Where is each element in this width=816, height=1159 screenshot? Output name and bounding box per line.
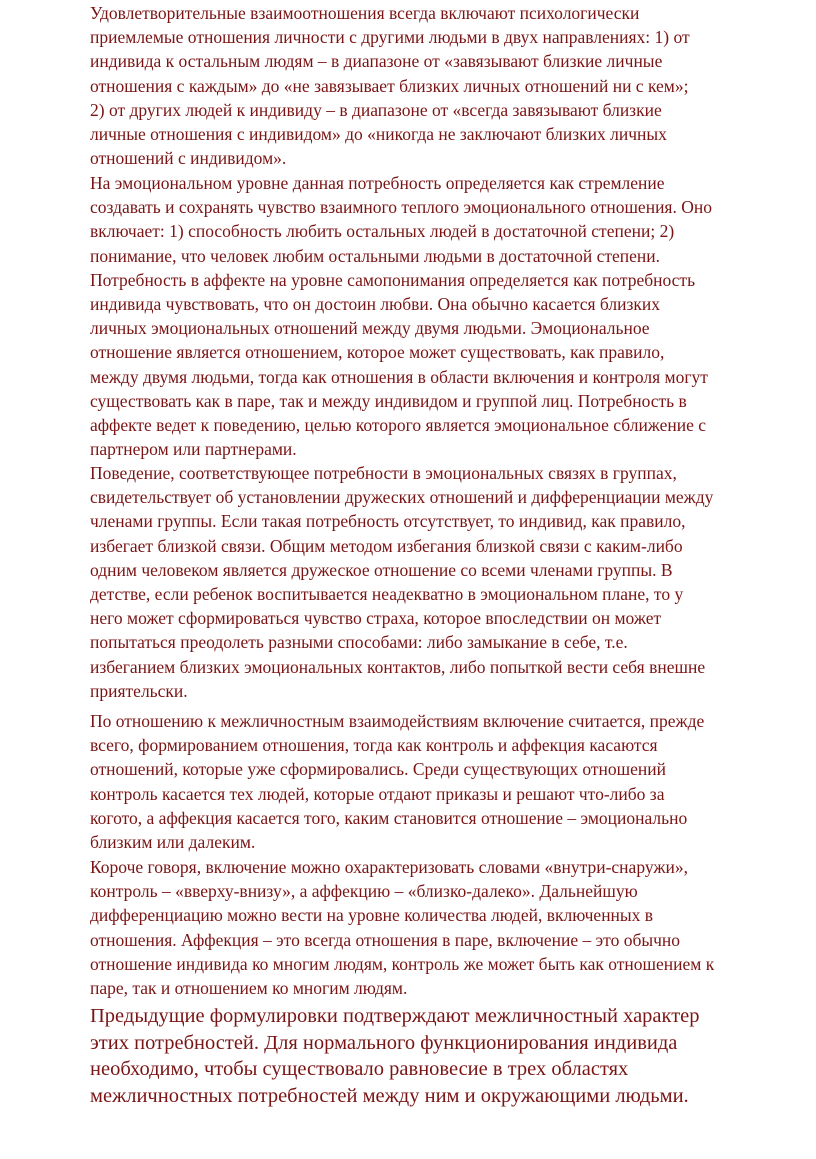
text-line: включает: 1) способность любить остальных людей в достаточной степени; 2) (90, 221, 675, 242)
text-line: отношения с каждым» до «не завязывает близких личных отношений ни с кем»; (90, 75, 689, 96)
text-line: 2) от других людей к индивиду – в диапазоне от «всегда завязывают близкие (90, 99, 662, 120)
paragraph-interpersonal-interactions (90, 709, 816, 854)
text-line: свидетельствует об установлении дружеских отношений и дифференциации между (90, 487, 714, 508)
text-line: отношения. Аффекция – это всегда отношения в паре, включение – это обычно (90, 929, 681, 950)
text-line: отношение индивида ко многим людям, контроль же может быть как отношением к (90, 953, 715, 974)
text-line: аффекте ведет к поведению, целью которого является эмоциональное сближение с (90, 415, 707, 436)
paragraph-emotional-level (90, 171, 816, 461)
text-line: понимание, что человек любим остальными людьми в достаточной степени. (90, 245, 661, 266)
text-line: Потребность в аффекте на уровне самопонимания определяется как потребность (90, 269, 696, 290)
text-line: На эмоциональном уровне данная потребность определяется как стремление (90, 173, 665, 193)
text-line: межличностных потребностей между ним и окружающими людьми. (90, 1084, 689, 1107)
text-line: индивида к остальным людям – в диапазоне от «завязывают близкие личные (90, 51, 663, 72)
text-line: необходимо, чтобы существовало равновесие в трех областях (90, 1058, 629, 1080)
text-line: него может сформироваться чувство страха, которое впоследствии он может (90, 608, 662, 629)
text-line: приемлемые отношения личности с другими людьми в двух направлениях: 1) от (90, 27, 690, 48)
text-line: отношений, которые уже сформировались. Среди существующих отношений (90, 759, 666, 780)
text-line: избегает близкой связи. Общим методом избегания близкой связи с каким-либо (90, 535, 683, 556)
text-line: По отношению к межличностным взаимодействиям включение считается, прежде (90, 711, 705, 731)
text-line: всего, формированием отношения, тогда как контроль и аффекция касаются (90, 735, 658, 756)
text-line: личных эмоциональных отношений между двумя людьми. Эмоциональное (90, 318, 650, 339)
text-line: личные отношения с индивидом» до «никогда не заключают близких личных (90, 124, 667, 145)
text-line: Предыдущие формулировки подтверждают межличностный характер (90, 1005, 700, 1027)
text-line: партнером или партнерами. (90, 439, 297, 460)
text-line: создавать и сохранять чувство взаимного теплого эмоционального отношения. Оно (90, 197, 712, 218)
text-line: одним человеком является дружеское отношение со всеми членами группы. В (90, 559, 673, 580)
text-line: отношение является отношением, которое может существовать, как правило, (90, 342, 665, 363)
text-line: близким или далеким. (90, 832, 256, 853)
paragraph-conclusion (90, 1003, 816, 1109)
text-line: попытаться преодолеть разными способами: либо замыкание в себе, т.е. (90, 632, 628, 653)
text-line: Удовлетворительные взаимоотношения всегда включают психологически (90, 3, 640, 23)
text-line: избеганием близких эмоциональных контактов, либо попыткой вести себя внешне (90, 656, 706, 677)
text-line: индивида чувствовать, что он достоин любви. Она обычно касается близких (90, 294, 660, 315)
text-line: Короче говоря, включение можно охарактеризовать словами «внутри-снаружи», (90, 857, 688, 877)
text-line: дифференциацию можно вести на уровне количества людей, включенных в (90, 905, 654, 926)
text-line: членами группы. Если такая потребность отсутствует, то индивид, как правило, (90, 511, 686, 532)
text-line: приятельски. (90, 680, 188, 701)
text-line: отношений с индивидом». (90, 148, 287, 169)
text-line: Поведение, соответствующее потребности в эмоциональных связях в группах, (90, 463, 677, 483)
paragraph-satisfactory-relationships (90, 1, 816, 170)
text-line: детстве, если ребенок воспитывается неадекватно в эмоциональном плане, то у (90, 584, 684, 605)
text-line: контроль касается тех людей, которые отдают приказы и решают что-либо за (90, 783, 665, 804)
text-line: когото, а аффекция касается того, каким становится отношение – эмоционально (90, 807, 688, 828)
text-line: существовать как в паре, так и между индивидом и группой лиц. Потребность в (90, 390, 687, 411)
text-line: паре, так и отношением ко многим людям. (90, 978, 408, 999)
text-line: контроль – «вверху-внизу», а аффекцию – «близко-далеко». Дальнейшую (90, 881, 638, 902)
paragraph-group-behavior (90, 461, 816, 703)
paragraph-summary (90, 855, 816, 1000)
text-line: между двумя людьми, тогда как отношения в области включения и контроля могут (90, 366, 708, 387)
text-line: этих потребностей. Для нормального функционирования индивида (90, 1031, 678, 1054)
